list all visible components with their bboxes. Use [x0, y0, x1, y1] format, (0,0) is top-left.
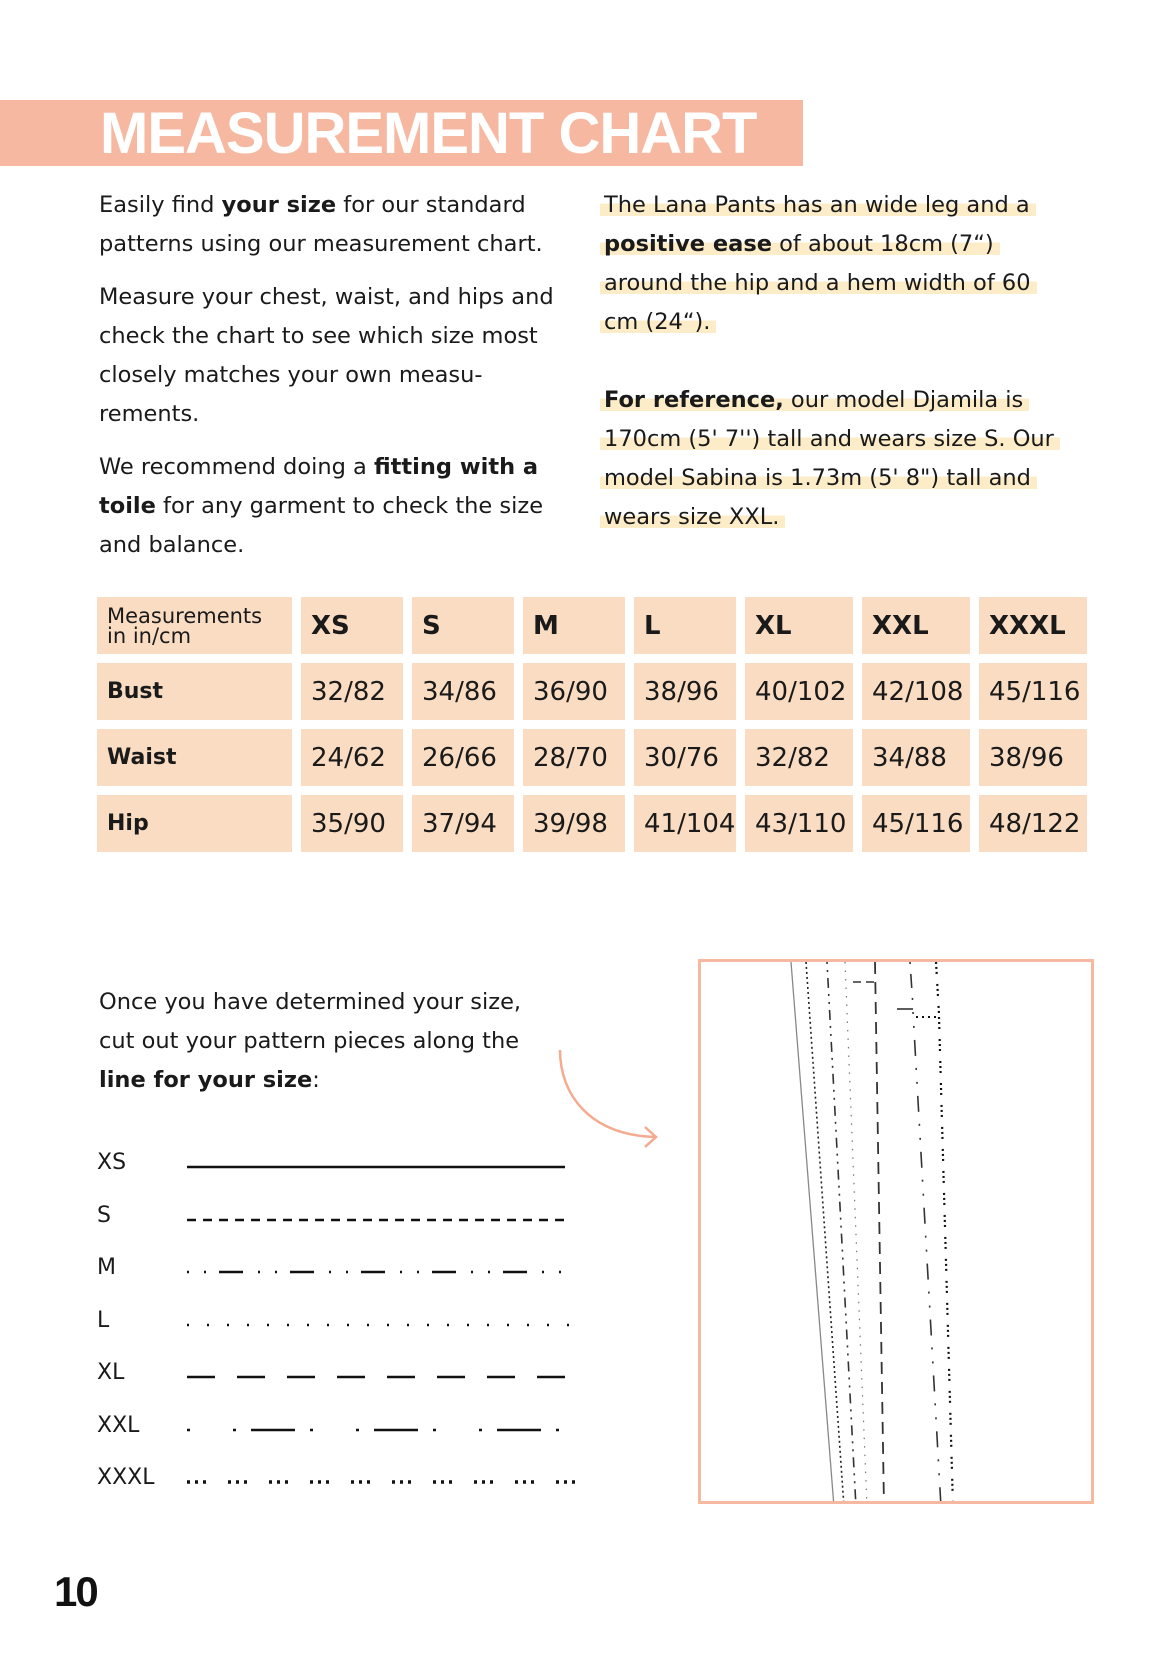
legend-row-s: [97, 1203, 577, 1256]
legend-label: XS: [97, 1150, 127, 1175]
legend-label: XXL: [97, 1412, 140, 1438]
dotted-line-icon: [185, 1320, 585, 1330]
solid-line-icon: [185, 1162, 585, 1172]
page-number: 10: [54, 1568, 97, 1615]
table-cell: 38/96: [979, 729, 1087, 786]
cut-instructions: Once you have determined your size, cut out your pattern pieces along the line for your size:: [99, 989, 522, 1093]
legend-label: L: [97, 1307, 110, 1333]
size-header-xs: XS: [301, 597, 403, 654]
long-dash-line-icon: [185, 1372, 585, 1382]
table-cell: 26/66: [412, 729, 514, 786]
ease-note: The Lana Pants has an wide leg and a positive ease of about 18cm (7“) around the hip and a hem width of 60 cm (24“).: [600, 186, 1070, 342]
size-header-xxxl: XXXL: [979, 597, 1087, 654]
table-cell: 32/82: [745, 729, 853, 786]
table-corner-label: Measurements in in/cm: [97, 597, 292, 654]
legend-row-xs: [97, 1150, 577, 1203]
row-label: Waist: [97, 729, 292, 786]
row-label: Bust: [97, 663, 292, 720]
table-cell: 42/108: [862, 663, 970, 720]
table-cell: 45/116: [979, 663, 1087, 720]
size-header-s: S: [412, 597, 514, 654]
table-cell: 32/82: [301, 663, 403, 720]
table-row-waist: [97, 729, 1096, 786]
table-cell: 40/102: [745, 663, 853, 720]
table-cell: 34/86: [412, 663, 514, 720]
dot-dash-dot-line-icon: [185, 1425, 585, 1435]
table-cell: 41/104: [634, 795, 736, 852]
table-cell: 43/110: [745, 795, 853, 852]
pattern-piece-illustration: [698, 959, 1094, 1504]
row-label: Hip: [97, 795, 292, 852]
table-cell: 35/90: [301, 795, 403, 852]
size-header-xxl: XXL: [862, 597, 970, 654]
model-reference-note: For reference, our model Djamila is 170cm (5' 7'') tall and wears size S. Our model Sabina is 1.73m (5' 8") tall and wears size XXL.: [600, 381, 1070, 537]
intro-right-column: [600, 186, 1070, 576]
measurement-table: [97, 597, 1096, 861]
intro-paragraph-2: Measure your chest, waist, and hips and check the chart to see which size most closely matches your own measu-rements.: [99, 284, 554, 427]
legend-row-xl: [97, 1360, 577, 1413]
table-cell: 36/90: [523, 663, 625, 720]
intro-left-column: [99, 186, 569, 579]
table-cell: 24/62: [301, 729, 403, 786]
legend-row-xxxl: [97, 1465, 577, 1518]
page-title: MEASUREMENT CHART: [100, 101, 757, 166]
table-cell: 28/70: [523, 729, 625, 786]
table-header-row: [97, 597, 1096, 654]
intro-paragraph-1: Easily find your size for our standard patterns using our measurement chart.: [99, 192, 543, 257]
legend-row-xxl: [97, 1413, 577, 1466]
legend-label: XXXL: [97, 1465, 155, 1490]
legend-row-l: [97, 1308, 577, 1361]
short-dash-line-icon: [185, 1215, 585, 1225]
table-cell: 45/116: [862, 795, 970, 852]
table-cell: 34/88: [862, 729, 970, 786]
size-header-l: L: [634, 597, 736, 654]
triple-dot-line-icon: [185, 1477, 585, 1487]
size-header-m: M: [523, 597, 625, 654]
intro-paragraph-3: We recommend doing a fitting with a toile for any garment to check the size and balance.: [99, 454, 544, 558]
table-cell: 38/96: [634, 663, 736, 720]
legend-label: M: [97, 1255, 116, 1280]
pattern-lines-icon: [701, 962, 1094, 1504]
size-header-xl: XL: [745, 597, 853, 654]
legend-label: S: [97, 1202, 111, 1228]
table-cell: 48/122: [979, 795, 1087, 852]
legend-label: XL: [97, 1360, 125, 1385]
table-row-bust: [97, 663, 1096, 720]
table-cell: 37/94: [412, 795, 514, 852]
line-style-legend: [97, 1150, 577, 1518]
table-cell: 39/98: [523, 795, 625, 852]
table-cell: 30/76: [634, 729, 736, 786]
table-row-hip: [97, 795, 1096, 852]
curved-arrow-icon: [555, 1050, 675, 1160]
dot-dot-dash-line-icon: [185, 1267, 585, 1277]
legend-row-m: [97, 1255, 577, 1308]
